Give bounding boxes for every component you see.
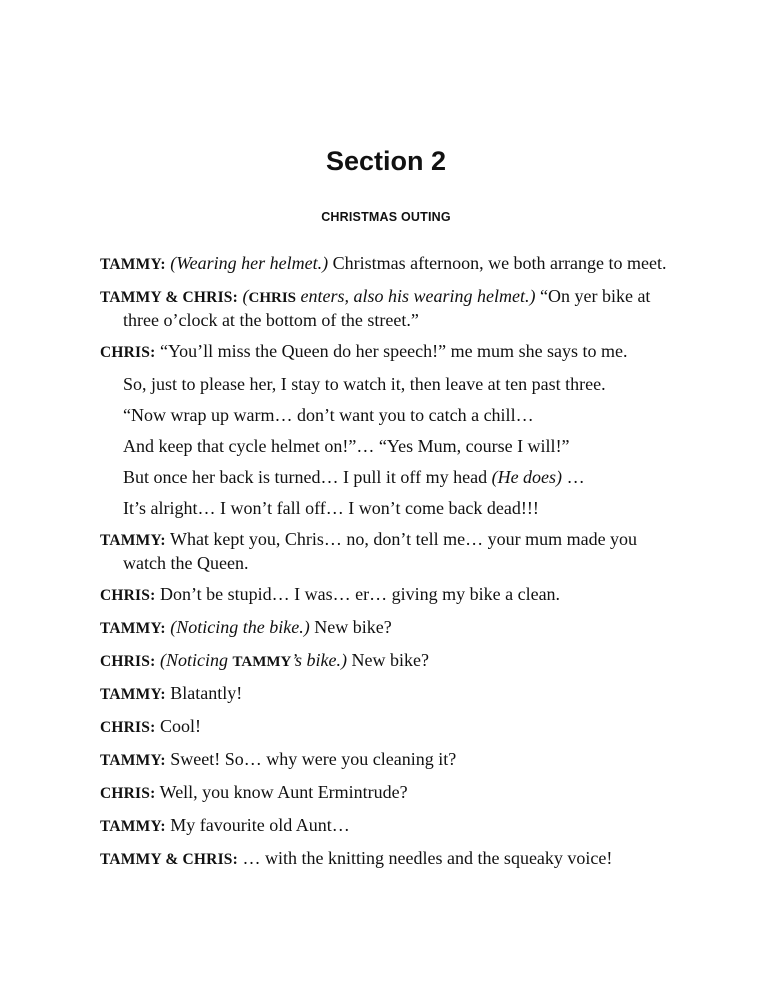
stage-direction-open: (: [237, 286, 249, 306]
dialogue-line: [100, 252, 680, 276]
verse-line: It’s alright… I won’t fall off… I won’t come back dead!!!: [123, 498, 539, 518]
verse-line: So, just to please her, I stay to watch it, then leave at ten past three.: [123, 374, 606, 394]
stage-direction-character: TAMMY: [232, 654, 292, 670]
dialogue-line: [100, 583, 680, 607]
speaker-name: CHRIS:: [100, 785, 156, 802]
scene-title: CHRISTMAS OUTING: [321, 210, 451, 224]
dialogue-text: Sweet! So… why were you cleaning it?: [165, 749, 457, 769]
speaker-name: CHRIS:: [100, 587, 156, 604]
stage-direction: ’s bike.): [291, 650, 347, 670]
speaker-name: TAMMY:: [100, 686, 166, 703]
dialogue-text: “You’ll miss the Queen do her speech!” me mum she says to me.: [155, 341, 628, 361]
dialogue-text: What kept you, Chris… no, don’t tell me… your mum made you watch the Queen.: [123, 529, 638, 573]
speaker-name: TAMMY & CHRIS:: [100, 851, 238, 868]
dialogue-text: Don’t be stupid… I was… er… giving my bike a clean.: [155, 584, 561, 604]
dialogue-line: [100, 814, 680, 838]
speaker-name: TAMMY & CHRIS:: [100, 289, 238, 306]
stage-direction: (Wearing her helmet.): [170, 253, 329, 273]
stage-direction-open: (Noticing: [155, 650, 233, 670]
dialogue-text: But once her back is turned… I pull it off my head: [123, 467, 492, 487]
speaker-name: TAMMY:: [100, 532, 166, 549]
verse-line: And keep that cycle helmet on!”… “Yes Mum, course I will!”: [123, 436, 570, 456]
speaker-name: TAMMY:: [100, 620, 166, 637]
section-title: Section 2: [325, 146, 447, 176]
stage-direction: enters, also his wearing helmet.): [296, 286, 536, 306]
stage-direction: (He does): [491, 467, 563, 487]
dialogue-text: My favourite old Aunt…: [165, 815, 350, 835]
dialogue-text: Blatantly!: [165, 683, 243, 703]
speaker-name: CHRIS:: [100, 653, 156, 670]
speaker-name: CHRIS:: [100, 719, 156, 736]
dialogue-text: Well, you know Aunt Ermintrude?: [155, 782, 408, 802]
verse-line: [100, 466, 680, 488]
verse-line: “Now wrap up warm… don’t want you to catch a chill…: [123, 405, 534, 425]
script-body: [100, 252, 680, 880]
dialogue-text: Christmas afternoon, we both arrange to meet.: [328, 253, 667, 273]
dialogue-text: New bike?: [347, 650, 429, 670]
dialogue-line: [100, 715, 680, 739]
dialogue-line: [100, 847, 680, 871]
dialogue-text: …: [562, 467, 585, 487]
dialogue-line: [100, 781, 680, 805]
speaker-name: CHRIS:: [100, 344, 156, 361]
speaker-name: TAMMY:: [100, 752, 166, 769]
dialogue-text: … with the knitting needles and the squeaky voice!: [237, 848, 613, 868]
dialogue-line: [100, 285, 680, 331]
dialogue-text: “On yer bike at three o’clock at the bottom of the street.”: [123, 286, 651, 330]
dialogue-line: [100, 528, 680, 574]
dialogue-text: New bike?: [309, 617, 392, 637]
dialogue-text: Cool!: [155, 716, 201, 736]
speaker-name: TAMMY:: [100, 818, 166, 835]
dialogue-line: [100, 616, 680, 640]
dialogue-line: [100, 748, 680, 772]
stage-direction-character: CHRIS: [248, 290, 296, 306]
speaker-name: TAMMY:: [100, 256, 166, 273]
dialogue-line: [100, 340, 680, 364]
stage-direction: (Noticing the bike.): [165, 617, 310, 637]
dialogue-line: [100, 649, 680, 673]
dialogue-line: [100, 682, 680, 706]
